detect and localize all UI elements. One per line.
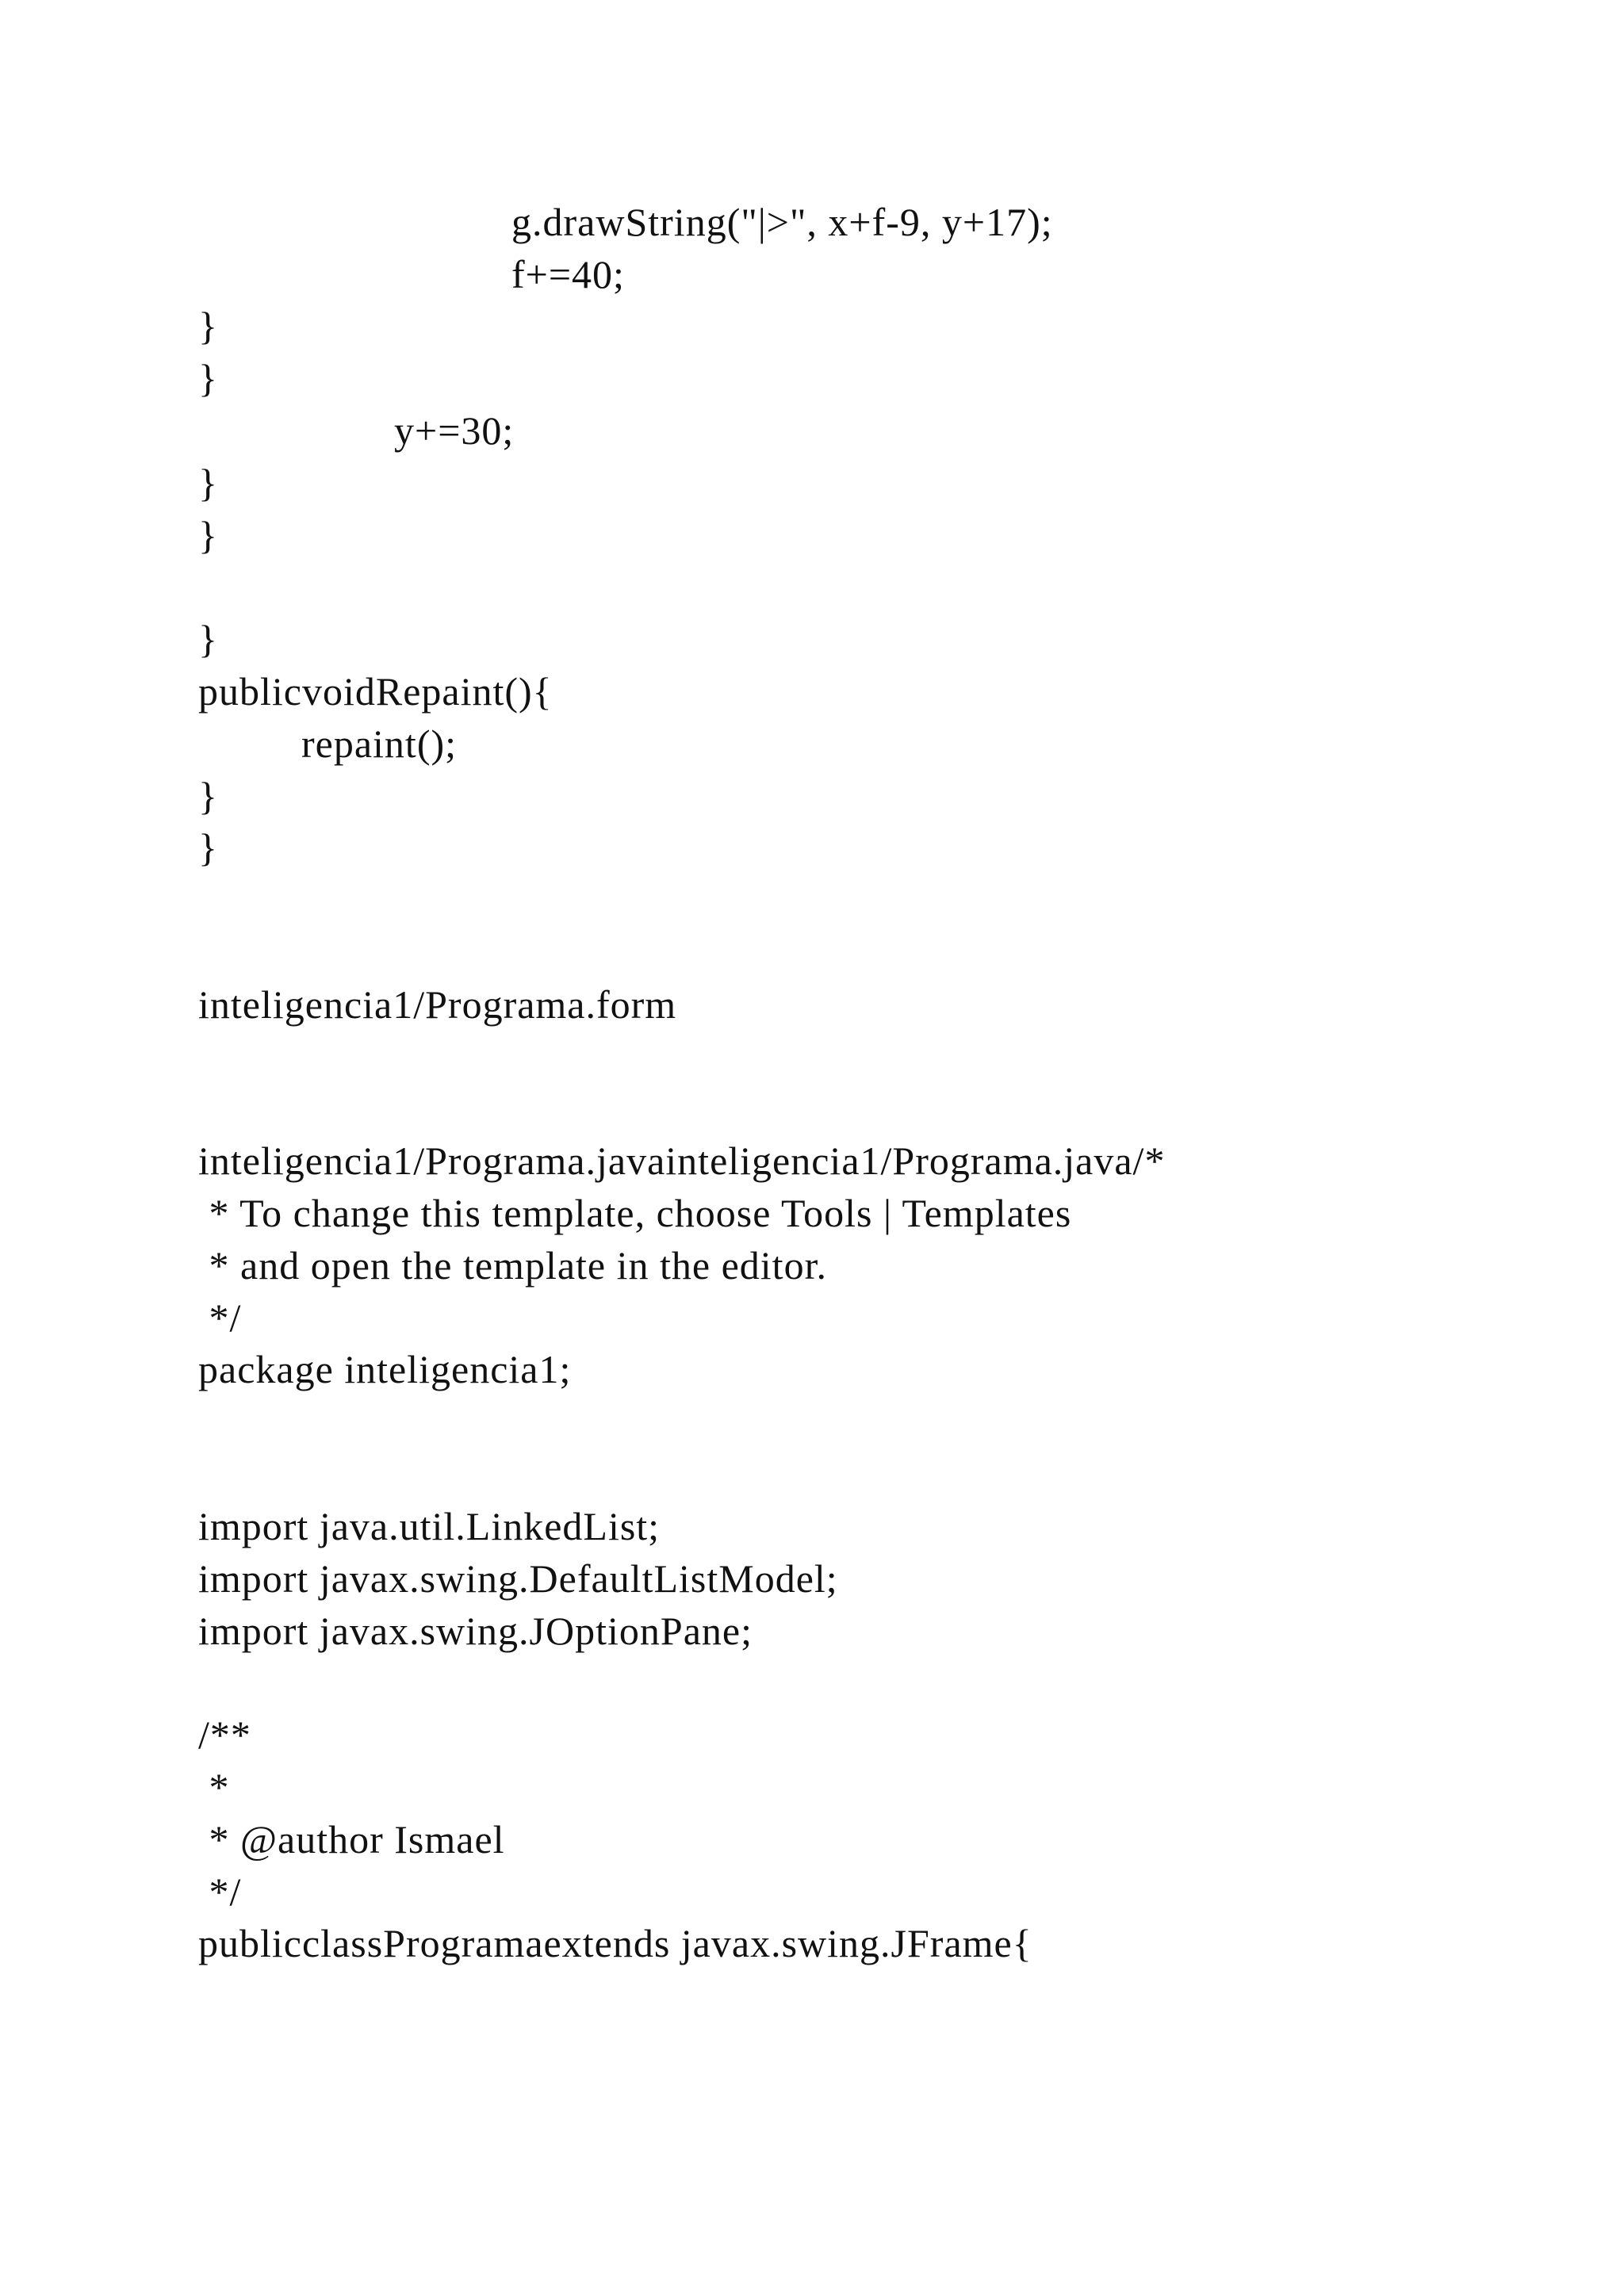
code-line: } <box>198 617 218 661</box>
code-line: import javax.swing.DefaultListModel; <box>198 1556 838 1601</box>
file-path-line: inteligencia1/Programa.form <box>198 982 677 1027</box>
code-line: */ <box>198 1869 242 1914</box>
code-line: /** <box>198 1712 251 1757</box>
code-line: repaint(); <box>301 721 458 766</box>
code-line: g.drawString("|>", x+f-9, y+17); <box>511 200 1053 244</box>
code-line: publicclassProgramaextends javax.swing.JFrame{ <box>198 1921 1032 1965</box>
code-line: import java.util.LinkedList; <box>198 1504 661 1548</box>
code-line: publicvoidRepaint(){ <box>198 669 553 714</box>
code-line: } <box>198 461 218 505</box>
code-line: * <box>198 1765 230 1809</box>
code-line: y+=30; <box>394 408 515 453</box>
file-path-line: inteligencia1/Programa.javainteligencia1/Programa.java/* <box>198 1138 1166 1183</box>
code-line: */ <box>198 1295 242 1340</box>
code-line: f+=40; <box>511 252 625 297</box>
code-line: } <box>198 774 218 818</box>
code-line: * To change this template, choose Tools | Templates <box>198 1191 1072 1235</box>
code-line: } <box>198 513 218 557</box>
code-line: } <box>198 825 218 870</box>
code-line: } <box>198 356 218 400</box>
code-line: * and open the template in the editor. <box>198 1243 827 1288</box>
code-line: } <box>198 304 218 348</box>
code-line: * @author Ismael <box>198 1817 505 1862</box>
code-line: import javax.swing.JOptionPane; <box>198 1609 753 1653</box>
code-line: package inteligencia1; <box>198 1347 572 1391</box>
